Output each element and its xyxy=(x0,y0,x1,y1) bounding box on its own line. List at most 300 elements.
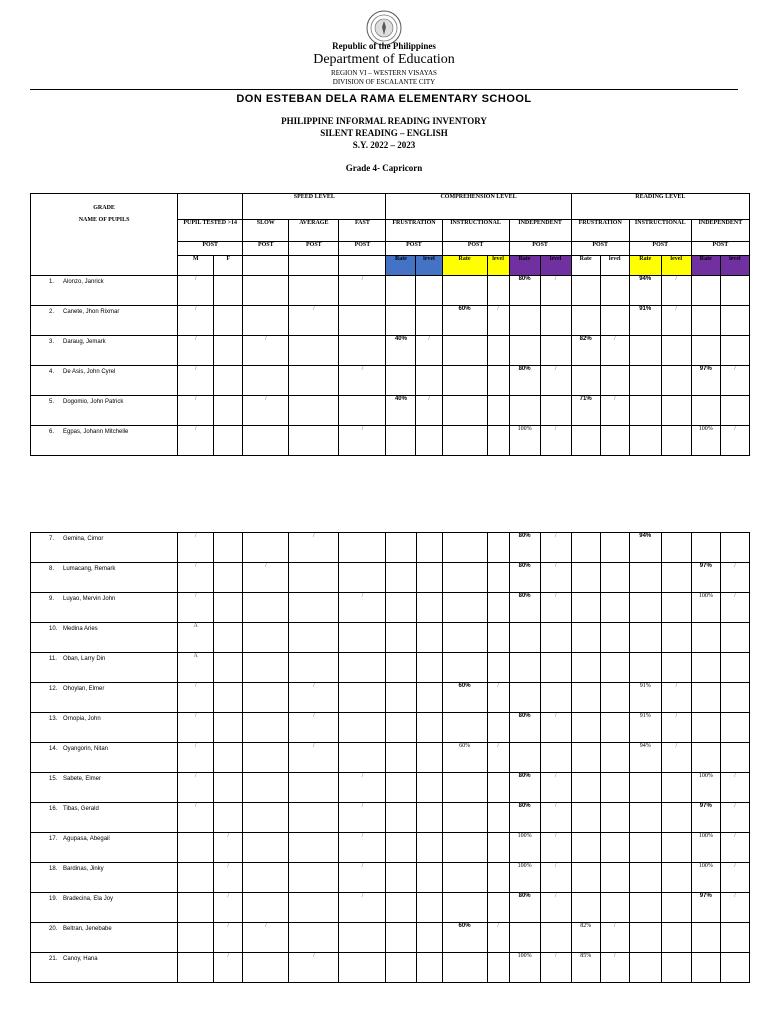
cell-cir xyxy=(442,803,487,833)
cell-fast: / xyxy=(339,863,386,893)
cell-m: / xyxy=(178,533,214,563)
cell-cdr: 100% xyxy=(509,863,540,893)
level-header: level xyxy=(416,256,442,276)
pupil-number: 19. xyxy=(49,896,58,902)
table-row xyxy=(31,713,750,743)
pupil-name-cell xyxy=(31,533,178,563)
pupil-number: 2. xyxy=(49,309,55,315)
post-header: POST xyxy=(691,242,749,256)
cell-m: / xyxy=(178,803,214,833)
rate-header: Rate xyxy=(442,256,487,276)
cell-ril xyxy=(661,863,691,893)
cell-f xyxy=(214,683,243,713)
cell-cdr xyxy=(509,336,540,366)
cell-cdl xyxy=(540,743,571,773)
cell-m: / xyxy=(178,276,214,306)
cell-cil xyxy=(487,713,509,743)
cell-rir xyxy=(629,803,661,833)
cell-rfr xyxy=(571,426,600,456)
cell-rdl xyxy=(720,306,749,336)
cell-rdl xyxy=(720,623,749,653)
pupil-name: Ornopia, John xyxy=(63,716,101,722)
cell-cdr: 80% xyxy=(509,773,540,803)
cell-ril: / xyxy=(661,276,691,306)
cell-rfl xyxy=(600,893,629,923)
cell-cdr: 100% xyxy=(509,426,540,456)
cell-rfr xyxy=(571,533,600,563)
division-label: DIVISION OF ESCALANTE CITY xyxy=(332,78,436,86)
cell-rir: 94% xyxy=(629,276,661,306)
pupil-name: Sabete, Elmer xyxy=(63,776,102,782)
read-independent-header: INDEPENDENT xyxy=(691,220,749,242)
cell-ril xyxy=(661,953,691,983)
pupil-name-cell xyxy=(31,426,178,456)
cell-cdr xyxy=(509,306,540,336)
cell-rfl: / xyxy=(600,953,629,983)
table-row xyxy=(31,893,750,923)
cell-cir xyxy=(442,833,487,863)
cell-cir xyxy=(442,276,487,306)
cell-avg: / xyxy=(289,953,339,983)
table-row xyxy=(31,366,750,396)
cell-cfl xyxy=(416,653,442,683)
pupil-number: 7. xyxy=(49,536,55,542)
cell-cil xyxy=(487,336,509,366)
cell-f xyxy=(214,743,243,773)
cell-cfl: / xyxy=(416,396,442,426)
cell-cfr xyxy=(386,306,416,336)
pupil-name: Oban, Larry Din xyxy=(63,656,106,662)
cell-rdl: / xyxy=(720,593,749,623)
cell-cdl: / xyxy=(540,893,571,923)
rate-header: Rate xyxy=(691,256,720,276)
post-header: POST xyxy=(178,242,243,256)
cell-m: / xyxy=(178,563,214,593)
pupil-number: 18. xyxy=(49,866,58,872)
cell-cil xyxy=(487,833,509,863)
pupil-number: 6. xyxy=(49,429,55,435)
level-header: level xyxy=(661,256,691,276)
cell-f xyxy=(214,426,243,456)
cell-rir xyxy=(629,923,661,953)
cell-rir xyxy=(629,893,661,923)
grade-section: Grade 4- Capricorn xyxy=(345,163,423,173)
cell-f: / xyxy=(214,833,243,863)
cell-cfr xyxy=(386,743,416,773)
pupil-number: 12. xyxy=(49,686,58,692)
cell-cfl xyxy=(416,366,442,396)
table-row xyxy=(31,803,750,833)
cell-rdl: / xyxy=(720,426,749,456)
cell-rir xyxy=(629,396,661,426)
cell-cfl xyxy=(416,306,442,336)
cell-rdr xyxy=(691,713,720,743)
post-header: POST xyxy=(509,242,571,256)
cell-cfr xyxy=(386,593,416,623)
cell-ril: / xyxy=(661,743,691,773)
cell-avg xyxy=(289,563,339,593)
cell-cir xyxy=(442,623,487,653)
cell-fast: / xyxy=(339,366,386,396)
cell-rdr: 97% xyxy=(691,563,720,593)
cell-cil xyxy=(487,276,509,306)
cell-m xyxy=(178,863,214,893)
cell-avg xyxy=(289,863,339,893)
cell-rfr xyxy=(571,366,600,396)
cell-slow xyxy=(243,653,289,683)
cell-rdl: / xyxy=(720,563,749,593)
pupil-name: Canoy, Hana xyxy=(63,956,98,962)
cell-cfl xyxy=(416,863,442,893)
table-row xyxy=(31,653,750,683)
read-frustration-header: FRUSTRATION xyxy=(571,220,629,242)
region-label: REGION VI – WESTERN VISAYAS xyxy=(331,69,437,77)
cell-cir xyxy=(442,953,487,983)
cell-rdl: / xyxy=(720,803,749,833)
cell-cir xyxy=(442,336,487,366)
cell-cir xyxy=(442,533,487,563)
cell-avg xyxy=(289,923,339,953)
cell-rdl xyxy=(720,743,749,773)
cell-ril xyxy=(661,923,691,953)
cell-cil xyxy=(487,653,509,683)
cell-ril xyxy=(661,426,691,456)
cell-rfl: / xyxy=(600,923,629,953)
cell-cfr xyxy=(386,623,416,653)
cell-rdr: 100% xyxy=(691,773,720,803)
cell-cdl xyxy=(540,396,571,426)
post-header: POST xyxy=(339,242,386,256)
cell-cfl xyxy=(416,623,442,653)
cell-cil xyxy=(487,773,509,803)
cell-slow xyxy=(243,276,289,306)
cell-fast: / xyxy=(339,773,386,803)
cell-avg xyxy=(289,803,339,833)
cell-cil xyxy=(487,426,509,456)
cell-cdr: 80% xyxy=(509,366,540,396)
cell-slow xyxy=(243,623,289,653)
cell-cir xyxy=(442,366,487,396)
cell-cil xyxy=(487,593,509,623)
table-row xyxy=(31,396,750,426)
cell-rfl xyxy=(600,773,629,803)
name-of-pupils-header: NAME OF PUPILS xyxy=(78,217,130,223)
cell-cfr: 40% xyxy=(386,396,416,426)
name-header-cell xyxy=(31,194,178,276)
pupil-name-cell xyxy=(31,953,178,983)
pupil-name-cell xyxy=(31,713,178,743)
pupil-name: Bardinas, Jinky xyxy=(63,866,104,872)
cell-cdl xyxy=(540,923,571,953)
cell-cdr: 100% xyxy=(509,953,540,983)
rate-header: Rate xyxy=(571,256,600,276)
cell-slow: / xyxy=(243,563,289,593)
cell-rdl xyxy=(720,276,749,306)
cell-slow xyxy=(243,743,289,773)
table-row xyxy=(31,563,750,593)
cell-rfr xyxy=(571,276,600,306)
pupil-name-cell xyxy=(31,396,178,426)
cell-ril: / xyxy=(661,683,691,713)
cell-rdr xyxy=(691,923,720,953)
post-header: POST xyxy=(243,242,289,256)
cell-cfr: 40% xyxy=(386,336,416,366)
cell-cfl xyxy=(416,683,442,713)
inventory-title: PHILIPPINE INFORMAL READING INVENTORY xyxy=(281,116,487,126)
cell-avg: / xyxy=(289,743,339,773)
table-row xyxy=(31,426,750,456)
cell-rdr xyxy=(691,276,720,306)
cell-slow: / xyxy=(243,923,289,953)
cell-rfl: / xyxy=(600,336,629,366)
school-name: DON ESTEBAN DELA RAMA ELEMENTARY SCHOOL xyxy=(236,93,532,105)
pupil-name-cell xyxy=(31,623,178,653)
cell-rdl xyxy=(720,653,749,683)
cell-rdl: / xyxy=(720,366,749,396)
cell-cil xyxy=(487,396,509,426)
cell-cdr: 80% xyxy=(509,563,540,593)
pupil-name: Gemina, Cimor xyxy=(63,536,104,542)
cell-rir xyxy=(629,563,661,593)
cell-f xyxy=(214,396,243,426)
cell-rfr xyxy=(571,863,600,893)
cell-cdl xyxy=(540,336,571,366)
cell-fast xyxy=(339,683,386,713)
pupil-name: Canete, Jhon Rixmar xyxy=(63,309,120,315)
cell-slow xyxy=(243,863,289,893)
cell-m: / xyxy=(178,366,214,396)
pupil-name-cell xyxy=(31,563,178,593)
cell-rdl xyxy=(720,953,749,983)
cell-f xyxy=(214,563,243,593)
pupil-number: 1. xyxy=(49,279,55,285)
cell-rdr: 100% xyxy=(691,426,720,456)
cell-cdl: / xyxy=(540,713,571,743)
cell-ril xyxy=(661,653,691,683)
comp-independent-header: INDEPENDENT xyxy=(509,220,571,242)
read-instructional-header: INSTRUCTIONAL xyxy=(629,220,691,242)
cell-cdr xyxy=(509,396,540,426)
cell-cdr xyxy=(509,623,540,653)
cell-f xyxy=(214,623,243,653)
cell-rdr: 97% xyxy=(691,366,720,396)
cell-slow xyxy=(243,366,289,396)
cell-slow: / xyxy=(243,336,289,366)
pupil-number: 16. xyxy=(49,806,58,812)
cell-slow xyxy=(243,713,289,743)
cell-m: A xyxy=(178,623,214,653)
cell-m xyxy=(178,893,214,923)
cell-f xyxy=(214,803,243,833)
rate-header: Rate xyxy=(629,256,661,276)
cell-m: / xyxy=(178,593,214,623)
pupil-number: 9. xyxy=(49,596,55,602)
pupil-name: Agupasa, Abegail xyxy=(63,836,110,842)
table-row xyxy=(31,953,750,983)
pupil-name: Medina Aries xyxy=(63,626,98,632)
cell-f: / xyxy=(214,893,243,923)
pupil-number: 3. xyxy=(49,339,55,345)
cell-rfr xyxy=(571,803,600,833)
pupil-name-cell xyxy=(31,683,178,713)
cell-cfr xyxy=(386,833,416,863)
post-header: POST xyxy=(386,242,442,256)
cell-cir xyxy=(442,893,487,923)
pupil-name-cell xyxy=(31,923,178,953)
cell-rir xyxy=(629,953,661,983)
rate-header: Rate xyxy=(509,256,540,276)
table-row xyxy=(31,276,750,306)
pupil-number: 20. xyxy=(49,926,58,932)
cell-cfr xyxy=(386,653,416,683)
reading-table-top xyxy=(30,193,750,456)
cell-f xyxy=(214,366,243,396)
cell-rfr: 85% xyxy=(571,953,600,983)
cell-ril xyxy=(661,623,691,653)
cell-cil xyxy=(487,563,509,593)
cell-cdr xyxy=(509,923,540,953)
cell-slow xyxy=(243,953,289,983)
table-row xyxy=(31,306,750,336)
cell-cir xyxy=(442,713,487,743)
cell-fast: / xyxy=(339,276,386,306)
pupil-number: 4. xyxy=(49,369,55,375)
female-header: F xyxy=(214,256,243,276)
cell-cdr xyxy=(509,653,540,683)
cell-slow xyxy=(243,593,289,623)
cell-f xyxy=(214,276,243,306)
cell-cil xyxy=(487,863,509,893)
level-header: level xyxy=(720,256,749,276)
cell-f xyxy=(214,653,243,683)
cell-rdl: / xyxy=(720,833,749,863)
cell-rfl xyxy=(600,533,629,563)
cell-cdr: 80% xyxy=(509,893,540,923)
school-year: S.Y. 2022 – 2023 xyxy=(352,140,416,150)
cell-fast xyxy=(339,306,386,336)
table-row xyxy=(31,593,750,623)
cell-fast: / xyxy=(339,893,386,923)
cell-cil: / xyxy=(487,683,509,713)
cell-rfl xyxy=(600,623,629,653)
cell-cfl xyxy=(416,803,442,833)
pupil-name: Luyao, Mervin John xyxy=(63,596,116,602)
table-row xyxy=(31,773,750,803)
cell-cdr xyxy=(509,683,540,713)
cell-f: / xyxy=(214,923,243,953)
cell-ril: / xyxy=(661,306,691,336)
cell-fast: / xyxy=(339,833,386,863)
cell-cfr xyxy=(386,563,416,593)
cell-ril xyxy=(661,563,691,593)
cell-cdl: / xyxy=(540,563,571,593)
cell-cir xyxy=(442,396,487,426)
cell-rfl: / xyxy=(600,396,629,426)
cell-rdr xyxy=(691,533,720,563)
cell-slow xyxy=(243,773,289,803)
pupil-name: Lumacang, Remark xyxy=(63,566,116,572)
speed-level-header: SPEED LEVEL xyxy=(243,194,386,220)
pupil-name: Dogomio, John Patrick xyxy=(63,399,124,405)
table-row xyxy=(31,743,750,773)
cell-rfl xyxy=(600,366,629,396)
cell-m: / xyxy=(178,713,214,743)
cell-avg xyxy=(289,893,339,923)
cell-rir: 91% xyxy=(629,306,661,336)
cell-cfr xyxy=(386,276,416,306)
level-header: level xyxy=(487,256,509,276)
cell-cfl xyxy=(416,923,442,953)
cell-cfl xyxy=(416,276,442,306)
cell-fast xyxy=(339,396,386,426)
level-header: level xyxy=(600,256,629,276)
post-header: POST xyxy=(442,242,509,256)
cell-cir: 60% xyxy=(442,743,487,773)
cell-rfl xyxy=(600,276,629,306)
cell-cfr xyxy=(386,923,416,953)
level-header: level xyxy=(540,256,571,276)
cell-avg xyxy=(289,773,339,803)
cell-avg xyxy=(289,396,339,426)
cell-fast xyxy=(339,533,386,563)
cell-f: / xyxy=(214,953,243,983)
pupil-number: 14. xyxy=(49,746,58,752)
pupil-number: 11. xyxy=(49,656,57,662)
cell-avg xyxy=(289,623,339,653)
post-header: POST xyxy=(289,242,339,256)
cell-cdl: / xyxy=(540,426,571,456)
post-header: POST xyxy=(571,242,629,256)
cell-rir: 94% xyxy=(629,743,661,773)
cell-cfl xyxy=(416,953,442,983)
cell-cfr xyxy=(386,773,416,803)
cell-avg xyxy=(289,833,339,863)
cell-ril xyxy=(661,803,691,833)
cell-rfl xyxy=(600,863,629,893)
cell-fast xyxy=(339,623,386,653)
cell-rfl xyxy=(600,426,629,456)
cell-slow xyxy=(243,893,289,923)
cell-fast xyxy=(339,713,386,743)
cell-rfr: 71% xyxy=(571,396,600,426)
cell-rdr xyxy=(691,623,720,653)
cell-rir xyxy=(629,653,661,683)
cell-m xyxy=(178,923,214,953)
cell-slow xyxy=(243,306,289,336)
cell-rfl xyxy=(600,713,629,743)
cell-cir xyxy=(442,593,487,623)
cell-rfl xyxy=(600,653,629,683)
cell-m: A xyxy=(178,653,214,683)
cell-cdl: / xyxy=(540,833,571,863)
pupil-name-cell xyxy=(31,893,178,923)
pupil-name-cell xyxy=(31,833,178,863)
cell-f xyxy=(214,713,243,743)
cell-rdr xyxy=(691,653,720,683)
cell-cfl xyxy=(416,743,442,773)
cell-cdl xyxy=(540,653,571,683)
pupil-number: 21. xyxy=(49,956,58,962)
cell-cfl xyxy=(416,773,442,803)
reading-table-bottom xyxy=(30,532,750,983)
cell-rfr xyxy=(571,563,600,593)
pupil-name-cell xyxy=(31,366,178,396)
pupil-name: Oyangorin, Nitan xyxy=(63,746,109,752)
cell-slow xyxy=(243,833,289,863)
average-header: AVERAGE xyxy=(289,220,339,242)
cell-cil xyxy=(487,533,509,563)
pupil-name-cell xyxy=(31,773,178,803)
